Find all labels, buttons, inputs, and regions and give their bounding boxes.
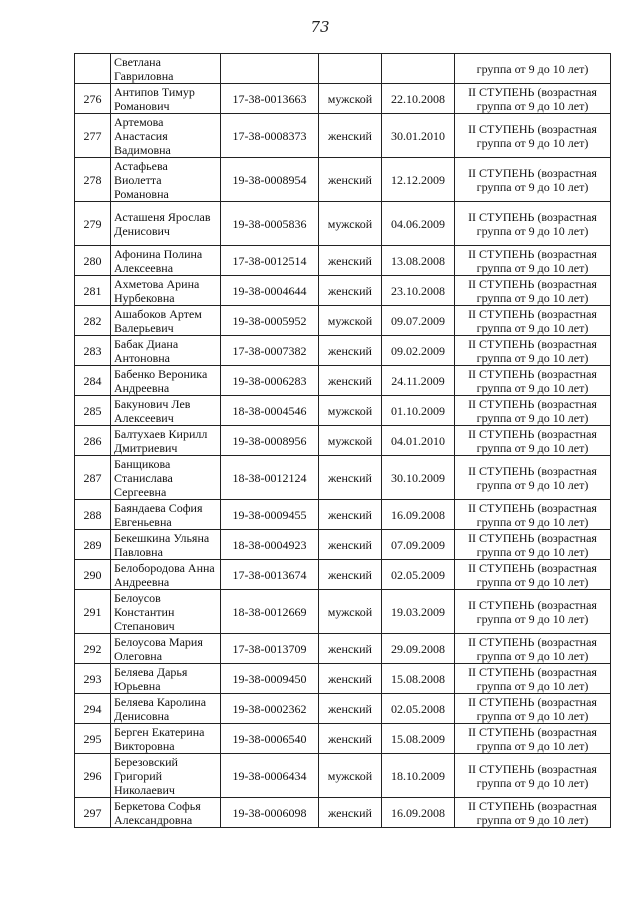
cell-step-group: II СТУПЕНЬ (возрастная группа от 9 до 10 лет)	[455, 798, 611, 828]
cell-gender: мужской	[319, 306, 382, 336]
cell-birth-date: 29.09.2008	[382, 634, 455, 664]
cell-row-number: 294	[75, 694, 111, 724]
cell-participant-id: 18-38-0012669	[221, 590, 319, 634]
page-number: 73	[310, 18, 330, 36]
cell-row-number: 291	[75, 590, 111, 634]
cell-birth-date: 30.10.2009	[382, 456, 455, 500]
cell-participant-id: 19-38-0009450	[221, 664, 319, 694]
cell-participant-id: 18-38-0012124	[221, 456, 319, 500]
cell-participant-id: 19-38-0005836	[221, 202, 319, 246]
cell-participant-id: 19-38-0008954	[221, 158, 319, 202]
table-row	[75, 396, 611, 426]
table-row	[75, 306, 611, 336]
cell-row-number: 281	[75, 276, 111, 306]
table-row	[75, 426, 611, 456]
cell-birth-date: 09.07.2009	[382, 306, 455, 336]
cell-participant-id	[221, 54, 319, 84]
cell-step-group: II СТУПЕНЬ (возрастная группа от 9 до 10 лет)	[455, 158, 611, 202]
cell-gender: женский	[319, 336, 382, 366]
cell-step-group: II СТУПЕНЬ (возрастная группа от 9 до 10 лет)	[455, 246, 611, 276]
cell-full-name: Астафьева Виолетта Романовна	[111, 158, 221, 202]
cell-row-number: 295	[75, 724, 111, 754]
cell-birth-date: 30.01.2010	[382, 114, 455, 158]
cell-step-group: II СТУПЕНЬ (возрастная группа от 9 до 10 лет)	[455, 500, 611, 530]
cell-row-number: 293	[75, 664, 111, 694]
cell-step-group: II СТУПЕНЬ (возрастная группа от 9 до 10 лет)	[455, 664, 611, 694]
cell-full-name: Белоусов Константин Степанович	[111, 590, 221, 634]
cell-birth-date: 24.11.2009	[382, 366, 455, 396]
cell-participant-id: 17-38-0013674	[221, 560, 319, 590]
cell-step-group: II СТУПЕНЬ (возрастная группа от 9 до 10 лет)	[455, 560, 611, 590]
cell-gender: мужской	[319, 754, 382, 798]
cell-step-group: II СТУПЕНЬ (возрастная группа от 9 до 10 лет)	[455, 276, 611, 306]
cell-full-name: Ашабоков Артем Валерьевич	[111, 306, 221, 336]
cell-row-number: 288	[75, 500, 111, 530]
table-row	[75, 664, 611, 694]
cell-full-name: Берген Екатерина Викторовна	[111, 724, 221, 754]
cell-row-number: 277	[75, 114, 111, 158]
table-row	[75, 694, 611, 724]
cell-participant-id: 19-38-0005952	[221, 306, 319, 336]
cell-row-number: 276	[75, 84, 111, 114]
cell-full-name: Белоусова Мария Олеговна	[111, 634, 221, 664]
cell-full-name: Банщикова Станислава Сергеевна	[111, 456, 221, 500]
cell-participant-id: 18-38-0004546	[221, 396, 319, 426]
cell-birth-date: 15.08.2009	[382, 724, 455, 754]
cell-birth-date: 02.05.2008	[382, 694, 455, 724]
cell-gender: женский	[319, 634, 382, 664]
cell-birth-date: 09.02.2009	[382, 336, 455, 366]
cell-step-group: II СТУПЕНЬ (возрастная группа от 9 до 10 лет)	[455, 754, 611, 798]
cell-gender: женский	[319, 276, 382, 306]
cell-full-name: Бабенко Вероника Андреевна	[111, 366, 221, 396]
cell-gender: женский	[319, 500, 382, 530]
cell-row-number: 278	[75, 158, 111, 202]
cell-row-number: 296	[75, 754, 111, 798]
cell-gender: женский	[319, 798, 382, 828]
cell-participant-id: 19-38-0002362	[221, 694, 319, 724]
table-row	[75, 276, 611, 306]
cell-gender: мужской	[319, 426, 382, 456]
cell-row-number: 283	[75, 336, 111, 366]
cell-full-name: Белобородова Анна Андреевна	[111, 560, 221, 590]
cell-gender: женский	[319, 694, 382, 724]
cell-gender: женский	[319, 158, 382, 202]
cell-birth-date	[382, 54, 455, 84]
cell-gender: женский	[319, 530, 382, 560]
cell-participant-id: 18-38-0004923	[221, 530, 319, 560]
cell-step-group: II СТУПЕНЬ (возрастная группа от 9 до 10 лет)	[455, 694, 611, 724]
cell-full-name: Беляева Дарья Юрьевна	[111, 664, 221, 694]
table-row	[75, 84, 611, 114]
cell-birth-date: 07.09.2009	[382, 530, 455, 560]
cell-full-name: Бакунович Лев Алексеевич	[111, 396, 221, 426]
cell-participant-id: 19-38-0006434	[221, 754, 319, 798]
cell-row-number: 284	[75, 366, 111, 396]
cell-step-group: группа от 9 до 10 лет)	[455, 54, 611, 84]
cell-row-number	[75, 54, 111, 84]
cell-birth-date: 23.10.2008	[382, 276, 455, 306]
cell-birth-date: 12.12.2009	[382, 158, 455, 202]
table-row	[75, 724, 611, 754]
cell-row-number: 286	[75, 426, 111, 456]
cell-full-name: Березовский Григорий Николаевич	[111, 754, 221, 798]
cell-row-number: 289	[75, 530, 111, 560]
cell-full-name: Антипов Тимур Романович	[111, 84, 221, 114]
cell-participant-id: 19-38-0006283	[221, 366, 319, 396]
table-row	[75, 798, 611, 828]
cell-gender: женский	[319, 724, 382, 754]
cell-full-name: Светлана Гавриловна	[111, 54, 221, 84]
cell-step-group: II СТУПЕНЬ (возрастная группа от 9 до 10 лет)	[455, 336, 611, 366]
cell-birth-date: 04.01.2010	[382, 426, 455, 456]
cell-birth-date: 19.03.2009	[382, 590, 455, 634]
table-row	[75, 634, 611, 664]
cell-full-name: Беляева Каролина Денисовна	[111, 694, 221, 724]
cell-birth-date: 13.08.2008	[382, 246, 455, 276]
table-row	[75, 560, 611, 590]
cell-participant-id: 17-38-0012514	[221, 246, 319, 276]
cell-birth-date: 15.08.2008	[382, 664, 455, 694]
table-row	[75, 202, 611, 246]
cell-row-number: 285	[75, 396, 111, 426]
cell-row-number: 297	[75, 798, 111, 828]
cell-gender	[319, 54, 382, 84]
cell-gender: мужской	[319, 590, 382, 634]
cell-participant-id: 17-38-0007382	[221, 336, 319, 366]
cell-birth-date: 18.10.2009	[382, 754, 455, 798]
cell-full-name: Асташеня Ярослав Денисович	[111, 202, 221, 246]
cell-participant-id: 19-38-0004644	[221, 276, 319, 306]
cell-birth-date: 04.06.2009	[382, 202, 455, 246]
cell-birth-date: 22.10.2008	[382, 84, 455, 114]
cell-step-group: II СТУПЕНЬ (возрастная группа от 9 до 10 лет)	[455, 202, 611, 246]
cell-full-name: Ахметова Арина Нурбековна	[111, 276, 221, 306]
cell-full-name: Беркетова Софья Александровна	[111, 798, 221, 828]
cell-step-group: II СТУПЕНЬ (возрастная группа от 9 до 10 лет)	[455, 114, 611, 158]
cell-step-group: II СТУПЕНЬ (возрастная группа от 9 до 10 лет)	[455, 306, 611, 336]
cell-participant-id: 17-38-0008373	[221, 114, 319, 158]
cell-row-number: 282	[75, 306, 111, 336]
cell-gender: женский	[319, 664, 382, 694]
cell-participant-id: 19-38-0006540	[221, 724, 319, 754]
cell-row-number: 287	[75, 456, 111, 500]
table-row	[75, 54, 611, 84]
roster-table	[74, 53, 611, 828]
cell-gender: женский	[319, 114, 382, 158]
cell-birth-date: 02.05.2009	[382, 560, 455, 590]
cell-participant-id: 17-38-0013709	[221, 634, 319, 664]
cell-gender: женский	[319, 456, 382, 500]
cell-birth-date: 01.10.2009	[382, 396, 455, 426]
cell-step-group: II СТУПЕНЬ (возрастная группа от 9 до 10 лет)	[455, 634, 611, 664]
cell-full-name: Бекешкина Ульяна Павловна	[111, 530, 221, 560]
cell-participant-id: 19-38-0008956	[221, 426, 319, 456]
cell-step-group: II СТУПЕНЬ (возрастная группа от 9 до 10 лет)	[455, 724, 611, 754]
cell-full-name: Артемова Анастасия Вадимовна	[111, 114, 221, 158]
cell-step-group: II СТУПЕНЬ (возрастная группа от 9 до 10 лет)	[455, 366, 611, 396]
cell-full-name: Балтухаев Кирилл Дмитриевич	[111, 426, 221, 456]
cell-gender: мужской	[319, 84, 382, 114]
cell-full-name: Бабак Диана Антоновна	[111, 336, 221, 366]
cell-birth-date: 16.09.2008	[382, 798, 455, 828]
cell-step-group: II СТУПЕНЬ (возрастная группа от 9 до 10 лет)	[455, 590, 611, 634]
cell-participant-id: 19-38-0009455	[221, 500, 319, 530]
cell-full-name: Афонина Полина Алексеевна	[111, 246, 221, 276]
cell-participant-id: 19-38-0006098	[221, 798, 319, 828]
cell-step-group: II СТУПЕНЬ (возрастная группа от 9 до 10 лет)	[455, 396, 611, 426]
table-row	[75, 158, 611, 202]
table-row	[75, 336, 611, 366]
cell-gender: женский	[319, 560, 382, 590]
table-row	[75, 590, 611, 634]
cell-step-group: II СТУПЕНЬ (возрастная группа от 9 до 10 лет)	[455, 530, 611, 560]
table-row	[75, 114, 611, 158]
cell-row-number: 292	[75, 634, 111, 664]
cell-row-number: 279	[75, 202, 111, 246]
cell-birth-date: 16.09.2008	[382, 500, 455, 530]
roster-body	[75, 54, 611, 828]
cell-step-group: II СТУПЕНЬ (возрастная группа от 9 до 10 лет)	[455, 84, 611, 114]
cell-gender: мужской	[319, 202, 382, 246]
table-row	[75, 246, 611, 276]
cell-step-group: II СТУПЕНЬ (возрастная группа от 9 до 10 лет)	[455, 456, 611, 500]
cell-gender: женский	[319, 366, 382, 396]
table-row	[75, 530, 611, 560]
table-row	[75, 754, 611, 798]
cell-gender: женский	[319, 246, 382, 276]
cell-step-group: II СТУПЕНЬ (возрастная группа от 9 до 10 лет)	[455, 426, 611, 456]
cell-row-number: 290	[75, 560, 111, 590]
table-row	[75, 456, 611, 500]
cell-row-number: 280	[75, 246, 111, 276]
table-row	[75, 366, 611, 396]
cell-full-name: Баяндаева София Евгеньевна	[111, 500, 221, 530]
cell-gender: мужской	[319, 396, 382, 426]
table-row	[75, 500, 611, 530]
cell-participant-id: 17-38-0013663	[221, 84, 319, 114]
